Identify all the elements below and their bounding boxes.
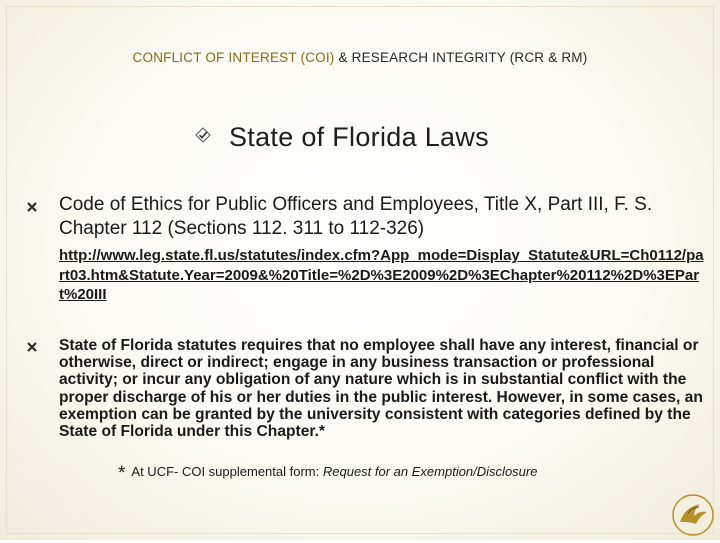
- slide-header: [0, 50, 720, 65]
- footnote-star: *: [118, 463, 126, 484]
- bullet-item-state-statutes: State of Florida statutes requires that no employee shall have any interest, financial or otherwise, direct or indirect; engage in any business transaction or professional activity; or incur any obligation of any nature which is in substantial conflict with the proper discharge of his or her duties in the public interest. However, in some cases, an exemption can be granted by the university consistent with categories defined by the State of Florida under this Chapter.*: [59, 337, 703, 441]
- statute-link[interactable]: http://www.leg.state.fl.us/statutes/index.cfm?App_mode=Display_Statute&URL=Ch0112/part03.htm&Statute.Year=2009&%20Title=%2D%3E2009%2D%3EChapter%20112%2D%3EPart%20III: [59, 247, 704, 303]
- footnote-prefix: At UCF- COI supplemental form:: [131, 464, 323, 479]
- x-bullet-icon: [26, 200, 38, 216]
- header-rest-text: & RESEARCH INTEGRITY (RCR & RM): [334, 50, 588, 65]
- slide-title: State of Florida Laws: [229, 122, 489, 152]
- footnote: [118, 463, 537, 485]
- x-bullet-icon: [26, 340, 38, 356]
- title-row: [195, 122, 489, 153]
- header-coi-text: CONFLICT OF INTEREST (COI): [132, 50, 335, 65]
- diamond-check-bullet-icon: [195, 127, 229, 148]
- footnote-form-name: Request for an Exemption/Disclosure: [322, 464, 538, 479]
- bullet-item-code-of-ethics: Code of Ethics for Public Officers and Employees, Title X, Part III, F. S. Chapter 112 (Sections 112. 311 to 112-326): [59, 194, 653, 239]
- pegasus-logo-icon: [670, 492, 716, 538]
